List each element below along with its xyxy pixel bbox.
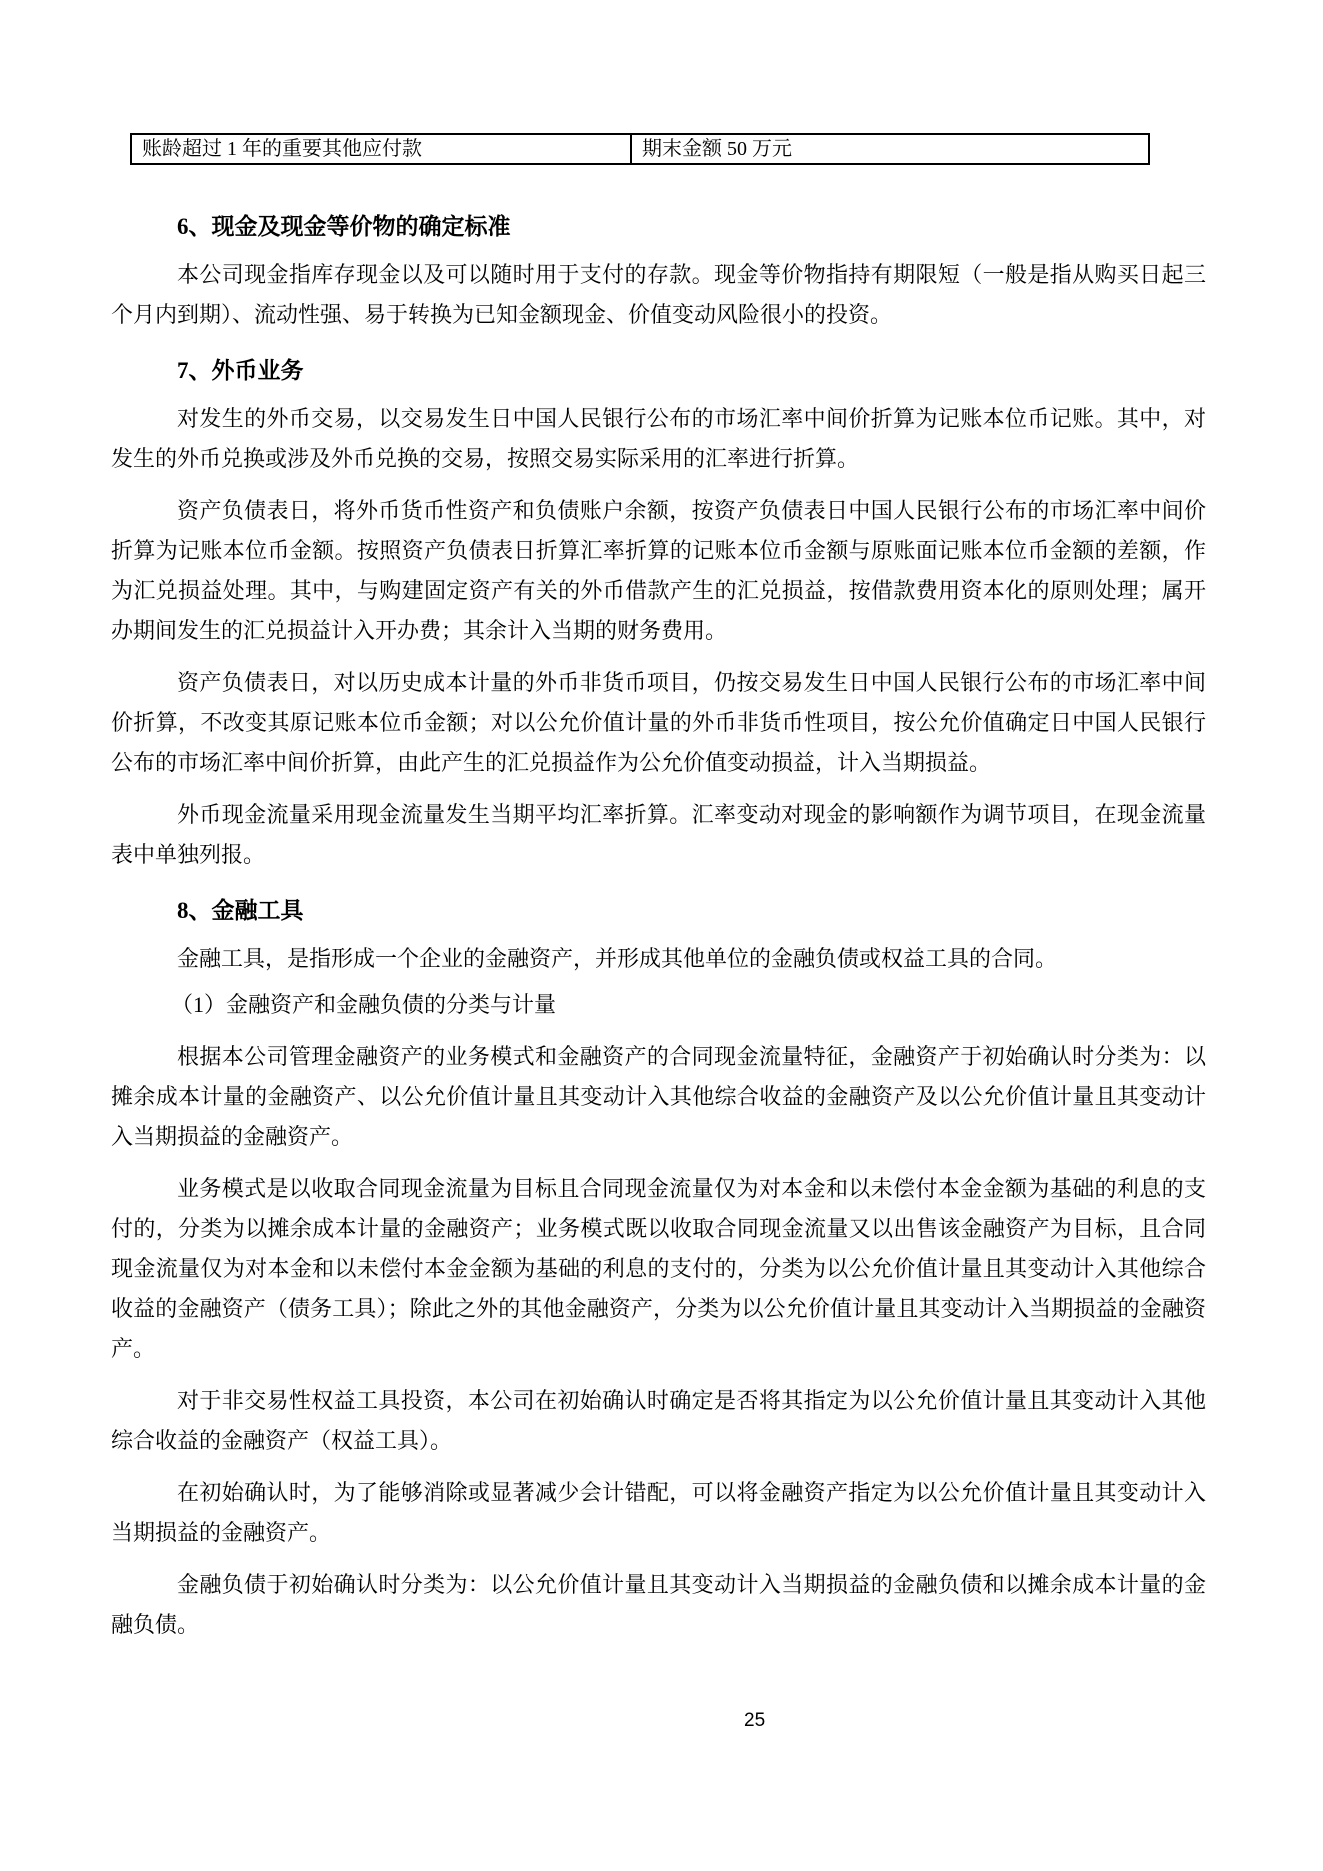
financial-assets-paragraph-4: 在初始确认时，为了能够消除或显著减少会计错配，可以将金融资产指定为以公允价值计量且其变动计入当期损益的金融资产。: [111, 1480, 1206, 1545]
financial-liabilities-paragraph: 金融负债于初始确认时分类为：以公允价值计量且其变动计入当期损益的金融负债和以摊余成本计量的金融负债。: [111, 1572, 1206, 1637]
classification-subheading: （1）金融资产和金融负债的分类与计量: [171, 992, 557, 1017]
foreign-currency-paragraph-4: 外币现金流量采用现金流量发生当期平均汇率折算。汇率变动对现金的影响额作为调节项目，在现金流量表中单独列报。: [111, 802, 1206, 867]
financial-assets-paragraph-2: 业务模式是以收取合同现金流量为目标且合同现金流量仅为对本金和以未偿付本金金额为基础的利息的支付的，分类为以摊余成本计量的金融资产；业务模式既以收取合同现金流量又以出售该金融资产为目标，且合同现金流量仅为对本金和以未偿付本金金额为基础的利息的支付的，分类为以公允价值计量且其变动计入其他综合收益的金融资产（债务工具）；除此之外的其他金融资产，分类为以公允价值计量且其变动计入当期损益的金融资产。: [111, 1176, 1206, 1361]
cash-equivalents-paragraph: 本公司现金指库存现金以及可以随时用于支付的存款。现金等价物指持有期限短（一般是指从购买日起三个月内到期）、流动性强、易于转换为已知金额现金、价值变动风险很小的投资。: [111, 262, 1206, 327]
table-row: [131, 134, 1149, 164]
section-8-heading: 8、金融工具: [177, 898, 304, 923]
foreign-currency-paragraph-3: 资产负债表日，对以历史成本计量的外币非货币项目，仍按交易发生日中国人民银行公布的市场汇率中间价折算，不改变其原记账本位币金额；对以公允价值计量的外币非货币性项目，按公允价值确定日中国人民银行公布的市场汇率中间价折算，由此产生的汇兑损益作为公允价值变动损益，计入当期损益。: [111, 670, 1206, 775]
financial-assets-paragraph-3: 对于非交易性权益工具投资，本公司在初始确认时确定是否将其指定为以公允价值计量且其变动计入其他综合收益的金融资产（权益工具）。: [111, 1388, 1206, 1453]
foreign-currency-paragraph-1: 对发生的外币交易，以交易发生日中国人民银行公布的市场汇率中间价折算为记账本位币记账。其中，对发生的外币兑换或涉及外币兑换的交易，按照交易实际采用的汇率进行折算。: [111, 406, 1206, 471]
financial-assets-paragraph-1: 根据本公司管理金融资产的业务模式和金融资产的合同现金流量特征，金融资产于初始确认时分类为：以摊余成本计量的金融资产、以公允价值计量且其变动计入其他综合收益的金融资产及以公允价值计量且其变动计入当期损益的金融资产。: [111, 1044, 1206, 1149]
aging-payables-table: [130, 133, 1150, 165]
foreign-currency-paragraph-2: 资产负债表日，将外币货币性资产和负债账户余额，按资产负债表日中国人民银行公布的市场汇率中间价折算为记账本位币金额。按照资产负债表日折算汇率折算的记账本位币金额与原账面记账本位币金额的差额，作为汇兑损益处理。其中，与购建固定资产有关的外币借款产生的汇兑损益，按借款费用资本化的原则处理；属开办期间发生的汇兑损益计入开办费；其余计入当期的财务费用。: [111, 498, 1206, 643]
financial-instruments-intro-paragraph: 金融工具，是指形成一个企业的金融资产，并形成其他单位的金融负债或权益工具的合同。: [177, 946, 1058, 971]
page-number: 25: [744, 1710, 766, 1731]
section-6-heading: 6、现金及现金等价物的确定标准: [177, 214, 511, 239]
table-cell-amount: 期末金额 50 万元: [631, 134, 1149, 164]
section-7-heading: 7、外币业务: [177, 358, 304, 383]
table-cell-label: 账龄超过 1 年的重要其他应付款: [131, 134, 631, 164]
